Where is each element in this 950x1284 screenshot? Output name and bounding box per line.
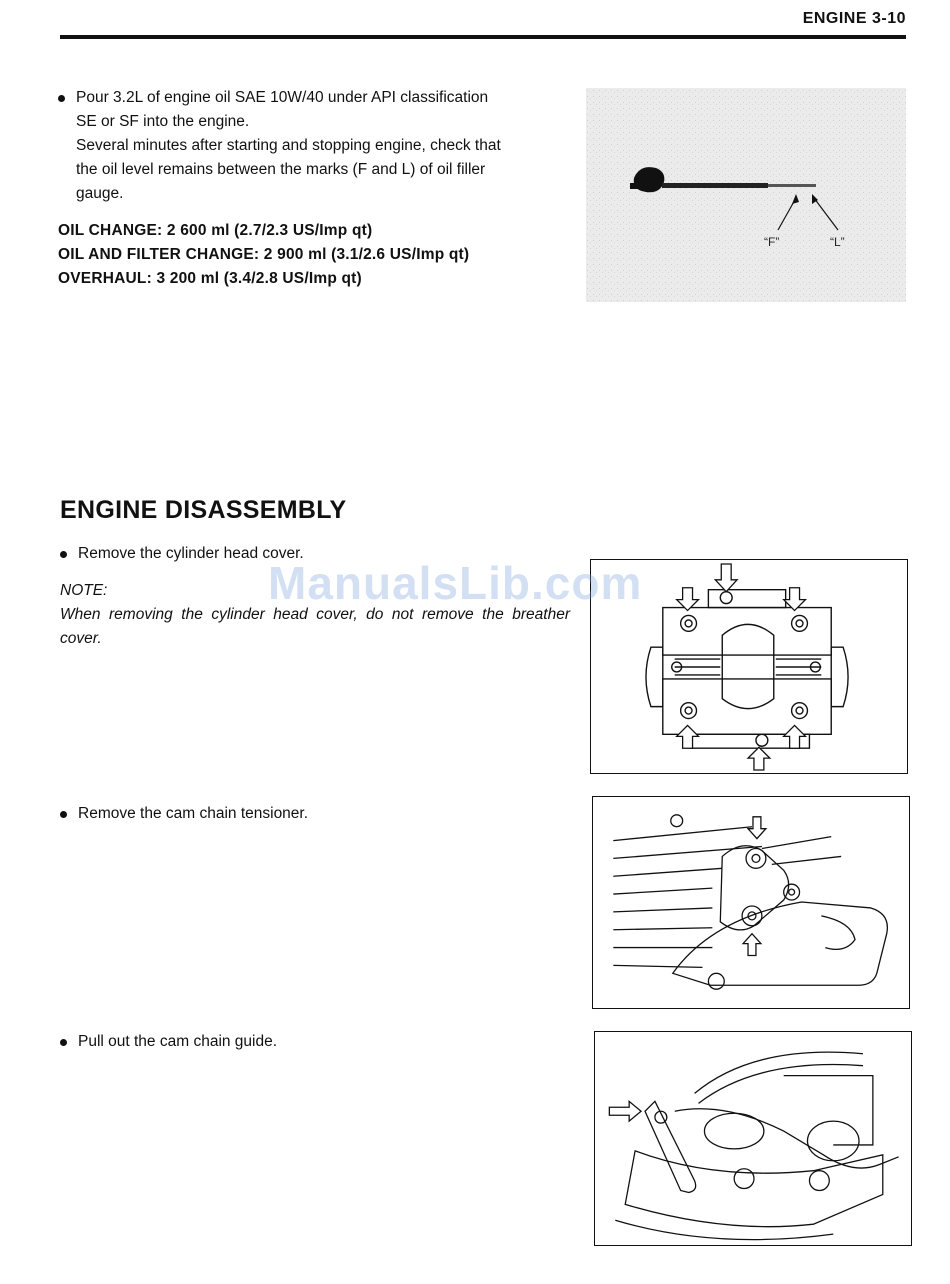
- oil-line-3: Several minutes after starting and stopping engine, check that: [76, 137, 501, 154]
- cam-chain-guide-icon: [595, 1032, 911, 1245]
- page-header-label: ENGINE 3-10: [802, 10, 906, 27]
- oil-capacity-specs: [58, 219, 469, 291]
- bullet-icon: [60, 551, 67, 558]
- oil-line-4: the oil level remains between the marks (F and L) of oil filler: [76, 161, 486, 178]
- oil-line-1: Pour 3.2L of engine oil SAE 10W/40 under API classification: [76, 89, 489, 106]
- oil-line-5: gauge.: [76, 185, 124, 202]
- section-title: ENGINE DISASSEMBLY: [60, 496, 347, 524]
- spec-overhaul: OVERHAUL: 3 200 ml (3.4/2.8 US/Imp qt): [58, 270, 362, 287]
- spec-oil-change: OIL CHANGE: 2 600 ml (2.7/2.3 US/Imp qt): [58, 222, 373, 239]
- step-3-text: Pull out the cam chain guide.: [78, 1033, 278, 1050]
- bullet-icon: [60, 1039, 67, 1046]
- page-header: [60, 8, 906, 40]
- oil-line-2: SE or SF into the engine.: [76, 113, 250, 130]
- gauge-mark-l-label: “L”: [830, 235, 845, 249]
- step-pull-chain-guide: [60, 1030, 570, 1054]
- oil-fill-instruction: [58, 86, 570, 206]
- bullet-icon: [60, 811, 67, 818]
- oil-gauge-dipstick-icon: [586, 88, 906, 302]
- cam-chain-tensioner-icon: [593, 797, 909, 1008]
- figure-cam-chain-guide: [594, 1031, 912, 1246]
- step-1-text: Remove the cylinder head cover.: [78, 545, 304, 562]
- header-rule: [60, 35, 906, 39]
- oil-gauge-photo: [586, 88, 906, 302]
- watermark: ManualsLib.com: [268, 557, 643, 609]
- note-text: When removing the cylinder head cover, do not remove the breather cover.: [60, 606, 570, 647]
- spec-oil-filter-change: OIL AND FILTER CHANGE: 2 900 ml (3.1/2.6 US/Imp qt): [58, 246, 470, 263]
- step-2-text: Remove the cam chain tensioner.: [78, 805, 309, 822]
- step-remove-tensioner: [60, 802, 570, 826]
- note-label: NOTE:: [60, 582, 108, 599]
- figure-cam-chain-tensioner: [592, 796, 910, 1009]
- gauge-mark-f-label: “F”: [764, 235, 780, 249]
- bullet-icon: [58, 95, 65, 102]
